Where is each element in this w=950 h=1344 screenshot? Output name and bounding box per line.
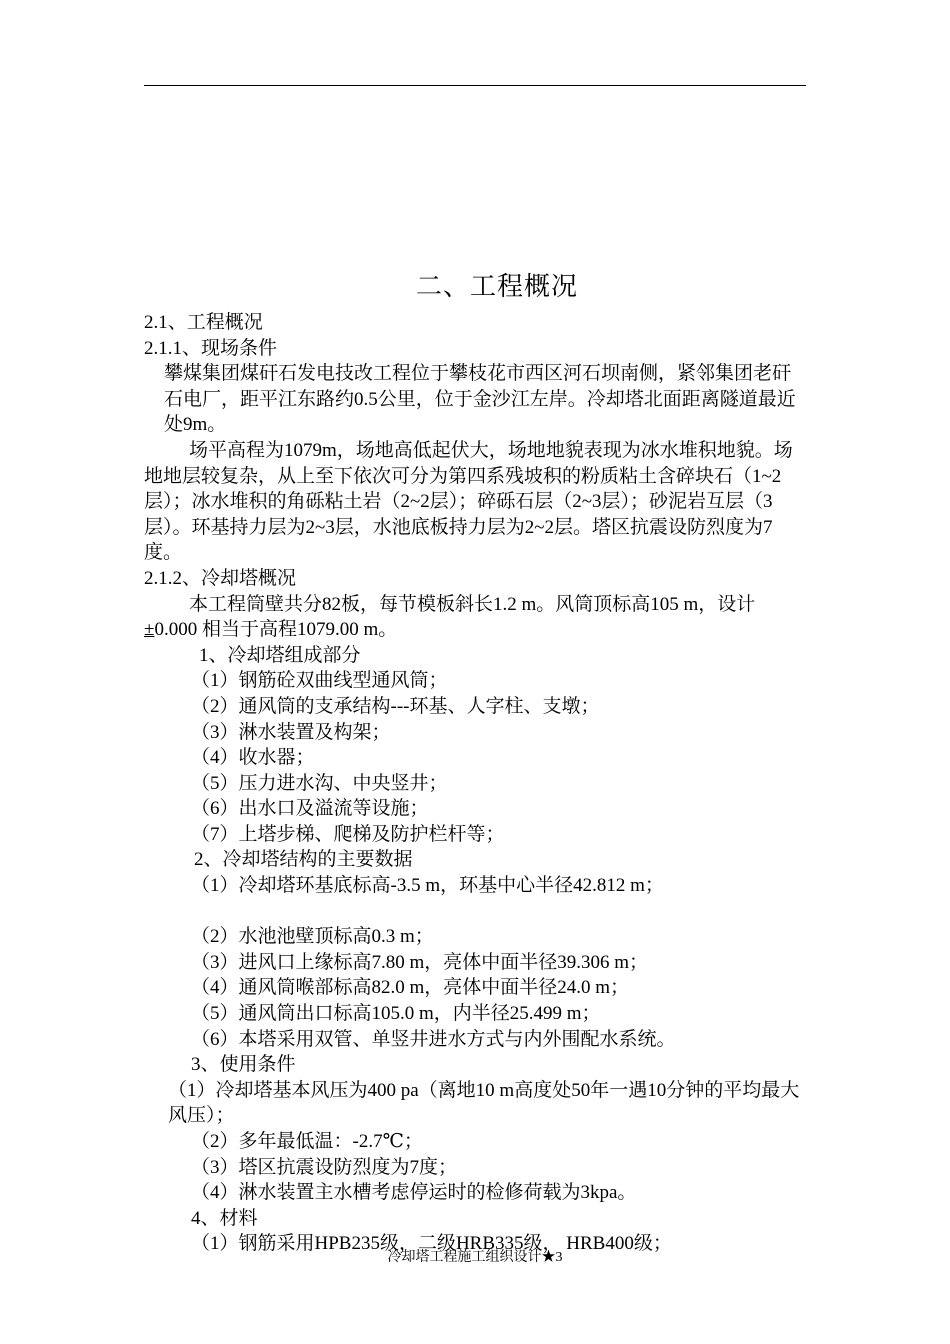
list-item: （5）压力进水沟、中央竖井； <box>191 772 448 794</box>
list-item: （6）本塔采用双管、单竖井进水方式与内外围配水系统。 <box>191 1028 676 1050</box>
list-heading: 4、材料 <box>191 1207 258 1229</box>
paragraph-tower: 本工程筒壁共分82板，每节模板斜长1.2 m。风筒顶标高105 m，设计±0.000 相当于高程1079.00 m。 <box>144 593 756 641</box>
list-item: （5）通风筒出口标高105.0 m，内半径25.499 m； <box>191 1003 601 1025</box>
list-item: （2）通风筒的支承结构---环基、人字柱、支墩； <box>191 695 600 717</box>
paragraph-site: 攀煤集团煤矸石发电技改工程位于攀枝花市西区河石坝南侧，紧邻集团老矸石电厂，距平江东路约0.5公里，位于金沙江左岸。冷却塔北面距离隧道最近处9m。 <box>164 363 796 436</box>
components-list <box>144 668 808 847</box>
list-heading: 3、使用条件 <box>191 1054 296 1076</box>
structure-data-list <box>144 924 808 1052</box>
list-item: （2）水池池壁顶标高0.3 m； <box>191 926 434 948</box>
page-footer: 冷却塔工程施工组织设计★3 <box>387 1250 563 1265</box>
list-item: （7）上塔步梯、爬梯及防护栏杆等； <box>191 823 505 845</box>
list-heading: 1、冷却塔组成部分 <box>199 644 361 666</box>
conditions-list <box>144 1129 808 1206</box>
subsection-heading: 2.1.2、冷却塔概况 <box>144 567 297 589</box>
header-rule <box>144 85 806 86</box>
list-item: （1）冷却塔环基底标高-3.5 m，环基中心半径42.812 m； <box>191 875 664 897</box>
blank-line <box>144 899 808 925</box>
list-item: （2）多年最低温：-2.7℃； <box>191 1131 423 1152</box>
list-item: （4）收水器； <box>191 747 315 769</box>
chapter-title: 二、工程概况 <box>415 272 578 301</box>
section-heading: 2.1、工程概况 <box>144 312 263 333</box>
list-item: （1）冷却塔基本风压为400 pa（离地10 m高度处50年一遇10分钟的平均最大风压）； <box>168 1079 800 1127</box>
list-item: （4）通风筒喉部标高82.0 m，亮体中面半径24.0 m； <box>191 977 630 999</box>
paragraph-geology: 场平高程为1079m，场地高低起伏大，场地地貌表现为冰水堆积地貌。场地地层较复杂，从上至下依次可分为第四系残坡积的粉质粘土含碎块石（1~2层）；冰水堆积的角砾粘土岩（2~2层）；碎砾石层（2~3层）；砂泥岩互层（3层）。环基持力层为2~3层，水池底板持力层为2~2层。塔区抗震设防烈度为7度。 <box>144 439 793 564</box>
list-item: （3）塔区抗震设防烈度为7度； <box>191 1156 458 1178</box>
list-item: （1）钢筋采用HPB235级，二级HRB335级， HRB400级； <box>191 1233 672 1255</box>
list-item: （6）出水口及溢流等设施； <box>191 798 429 820</box>
list-heading: 2、冷却塔结构的主要数据 <box>194 849 413 871</box>
list-item: （4）淋水装置主水槽考虑停运时的检修荷载为3kpa。 <box>191 1182 637 1204</box>
list-item: （3）淋水装置及构架； <box>191 721 391 743</box>
list-item: （3）进风口上缘标高7.80 m，亮体中面半径39.306 m； <box>191 951 649 973</box>
list-item: （1）钢筋砼双曲线型通风筒； <box>191 670 448 692</box>
subsection-heading: 2.1.1、现场条件 <box>144 337 278 359</box>
document-body <box>144 310 808 1257</box>
